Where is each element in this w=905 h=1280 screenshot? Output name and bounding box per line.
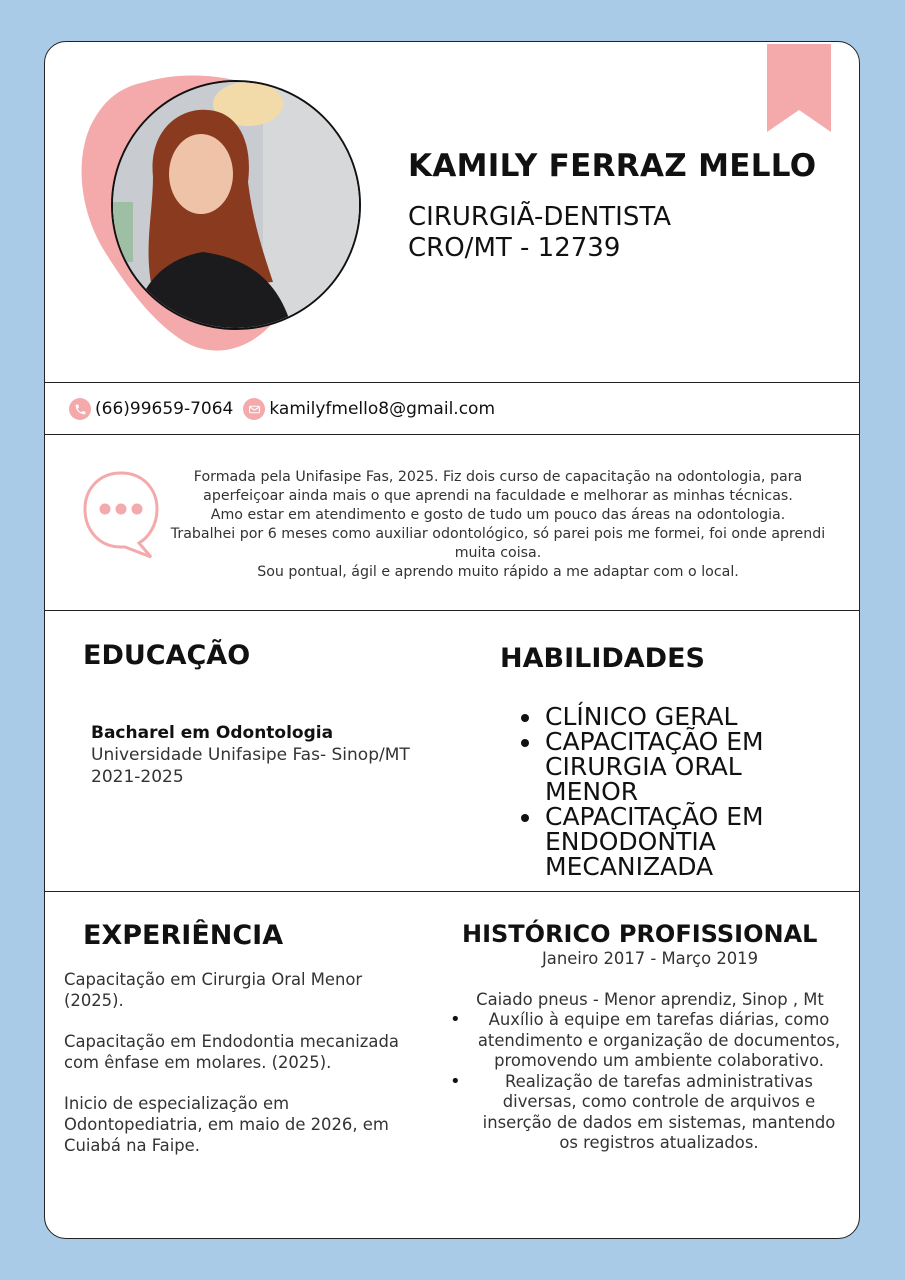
experience-item: Inicio de especialização em Odontopediatria, em maio de 2026, em Cuiabá na Faipe. [64, 1094, 389, 1155]
history-period: Janeiro 2017 - Março 2019 [541, 949, 759, 968]
history-job: Caiado pneus - Menor aprendiz, Sinop , Mt [476, 989, 824, 1009]
license-number: CRO/MT - 12739 [408, 233, 621, 263]
about-line: Formada pela Unifasipe Fas, 2025. Fiz dois curso de capacitação na odontologia, para aperfeiçoar ainda mais o que aprendi na faculdade e melhorar as minhas técnicas. [193, 469, 803, 504]
skill-item: • CLÍNICO GERAL [543, 704, 823, 729]
history-section [450, 949, 850, 1154]
divider [45, 434, 860, 435]
divider [45, 382, 860, 383]
bookmark-ribbon-icon [767, 44, 831, 134]
about-summary [163, 468, 833, 582]
about-line: Sou pontual, ágil e aprendo muito rápido a me adaptar com o local. [257, 564, 739, 580]
about-line: Amo estar em atendimento e gosto de tudo um pouco das áreas na odontologia. [210, 507, 786, 523]
experience-heading: EXPERIÊNCIA [83, 920, 284, 951]
education-heading: EDUCAÇÃO [83, 640, 251, 671]
skill-item: • CAPACITAÇÃO EM CIRURGIA ORAL MENOR [543, 729, 823, 804]
profile-photo [111, 80, 361, 330]
skills-list [515, 704, 823, 879]
experience-list [64, 969, 414, 1176]
school-name: Universidade Unifasipe Fas- Sinop/MT [91, 745, 410, 765]
degree-name: Bacharel em Odontologia [91, 723, 334, 743]
about-line: Trabalhei por 6 meses como auxiliar odontológico, só parei pois me formei, foi onde aprendi muita coisa. [170, 526, 826, 561]
phone-number[interactable]: (66)99659-7064 [95, 399, 234, 419]
skills-heading: HABILIDADES [500, 643, 705, 674]
mail-icon [243, 398, 265, 420]
history-bullet: • Auxílio à equipe em tarefas diárias, como atendimento e organização de documentos, promovendo um ambiente colaborativo. [450, 1010, 850, 1072]
email-address[interactable]: kamilyfmello8@gmail.com [269, 399, 495, 419]
history-heading: HISTÓRICO PROFISSIONAL [462, 920, 818, 948]
experience-item: Capacitação em Endodontia mecanizada com ênfase em molares. (2025). [64, 1032, 399, 1072]
divider [45, 610, 860, 611]
job-title: CIRURGIÃ-DENTISTA [408, 202, 671, 232]
experience-item: Capacitação em Cirurgia Oral Menor (2025). [64, 970, 363, 1010]
history-bullet: • Realização de tarefas administrativas diversas, como controle de arquivos e inserção de dados em sistemas, mantendo os registros atualizados. [450, 1072, 850, 1154]
phone-icon [69, 398, 91, 420]
history-bullets [450, 1010, 850, 1154]
resume-card [44, 41, 860, 1239]
speech-bubble-icon [81, 469, 161, 561]
candidate-name: KAMILY FERRAZ MELLO [408, 148, 817, 184]
job-title-block [408, 202, 671, 264]
education-years: 2021-2025 [91, 767, 184, 787]
divider [45, 891, 860, 892]
skill-item: • CAPACITAÇÃO EM ENDODONTIA MECANIZADA [543, 804, 823, 879]
education-entry [91, 722, 410, 788]
contact-row [69, 396, 495, 422]
